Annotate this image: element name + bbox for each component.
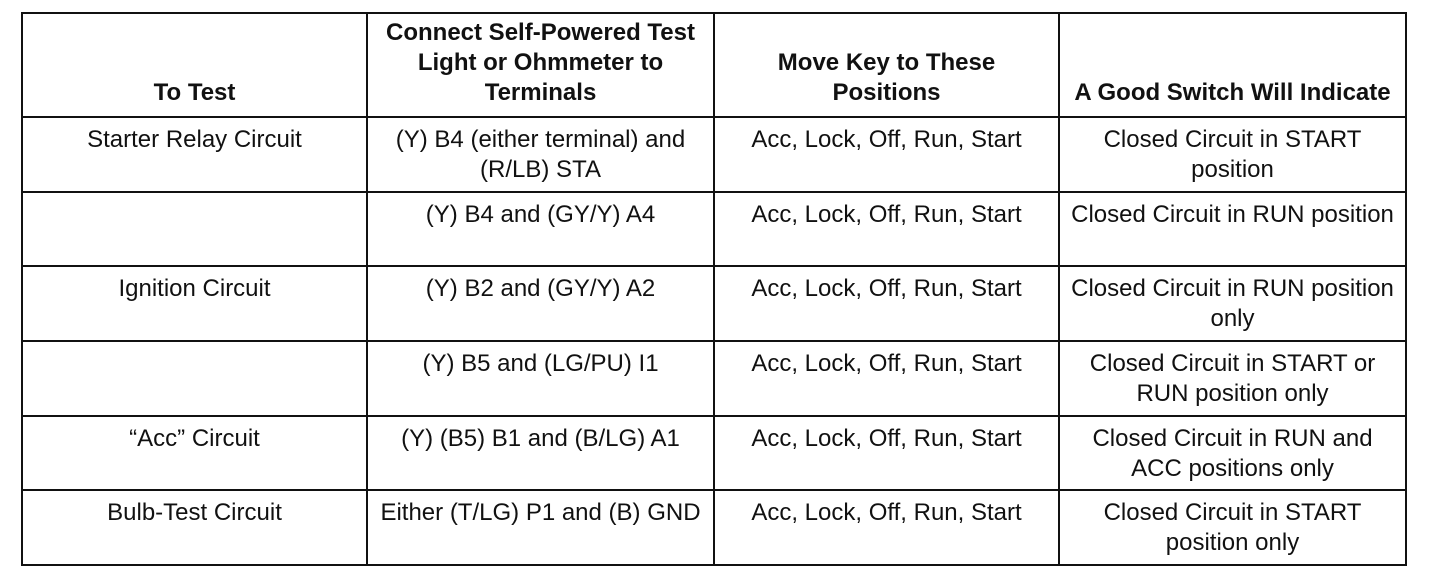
cell-terminals: (Y) (B5) B1 and (B/LG) A1: [367, 416, 714, 491]
header-key-positions: Move Key to These Positions: [714, 13, 1059, 117]
switch-test-table: [21, 12, 1407, 566]
cell-to-test: [22, 341, 367, 416]
cell-indication: Closed Circuit in START position only: [1059, 490, 1406, 565]
cell-key-positions: Acc, Lock, Off, Run, Start: [714, 192, 1059, 267]
header-connect-terminals: Connect Self-Powered Test Light or Ohmmeter to Terminals: [367, 13, 714, 117]
table-row: [22, 416, 1406, 491]
cell-terminals: (Y) B4 and (GY/Y) A4: [367, 192, 714, 267]
cell-key-positions: Acc, Lock, Off, Run, Start: [714, 490, 1059, 565]
cell-to-test: [22, 192, 367, 267]
table-header: [22, 13, 1406, 117]
cell-indication: Closed Circuit in RUN and ACC positions only: [1059, 416, 1406, 491]
cell-key-positions: Acc, Lock, Off, Run, Start: [714, 117, 1059, 192]
header-good-switch: A Good Switch Will Indicate: [1059, 13, 1406, 117]
table-row: [22, 117, 1406, 192]
cell-indication: Closed Circuit in START or RUN position only: [1059, 341, 1406, 416]
cell-to-test: Ignition Circuit: [22, 266, 367, 341]
cell-key-positions: Acc, Lock, Off, Run, Start: [714, 416, 1059, 491]
cell-key-positions: Acc, Lock, Off, Run, Start: [714, 266, 1059, 341]
table-row: [22, 490, 1406, 565]
cell-indication: Closed Circuit in START position: [1059, 117, 1406, 192]
cell-terminals: (Y) B5 and (LG/PU) I1: [367, 341, 714, 416]
cell-terminals: (Y) B4 (either terminal) and (R/LB) STA: [367, 117, 714, 192]
cell-terminals: (Y) B2 and (GY/Y) A2: [367, 266, 714, 341]
table-row: [22, 192, 1406, 267]
cell-to-test: Starter Relay Circuit: [22, 117, 367, 192]
table-row: [22, 266, 1406, 341]
cell-key-positions: Acc, Lock, Off, Run, Start: [714, 341, 1059, 416]
cell-to-test: Bulb-Test Circuit: [22, 490, 367, 565]
cell-indication: Closed Circuit in RUN position: [1059, 192, 1406, 267]
cell-indication: Closed Circuit in RUN position only: [1059, 266, 1406, 341]
table-row: [22, 341, 1406, 416]
table-body: [22, 117, 1406, 565]
header-row: [22, 13, 1406, 117]
cell-to-test: “Acc” Circuit: [22, 416, 367, 491]
header-to-test: To Test: [22, 13, 367, 117]
cell-terminals: Either (T/LG) P1 and (B) GND: [367, 490, 714, 565]
